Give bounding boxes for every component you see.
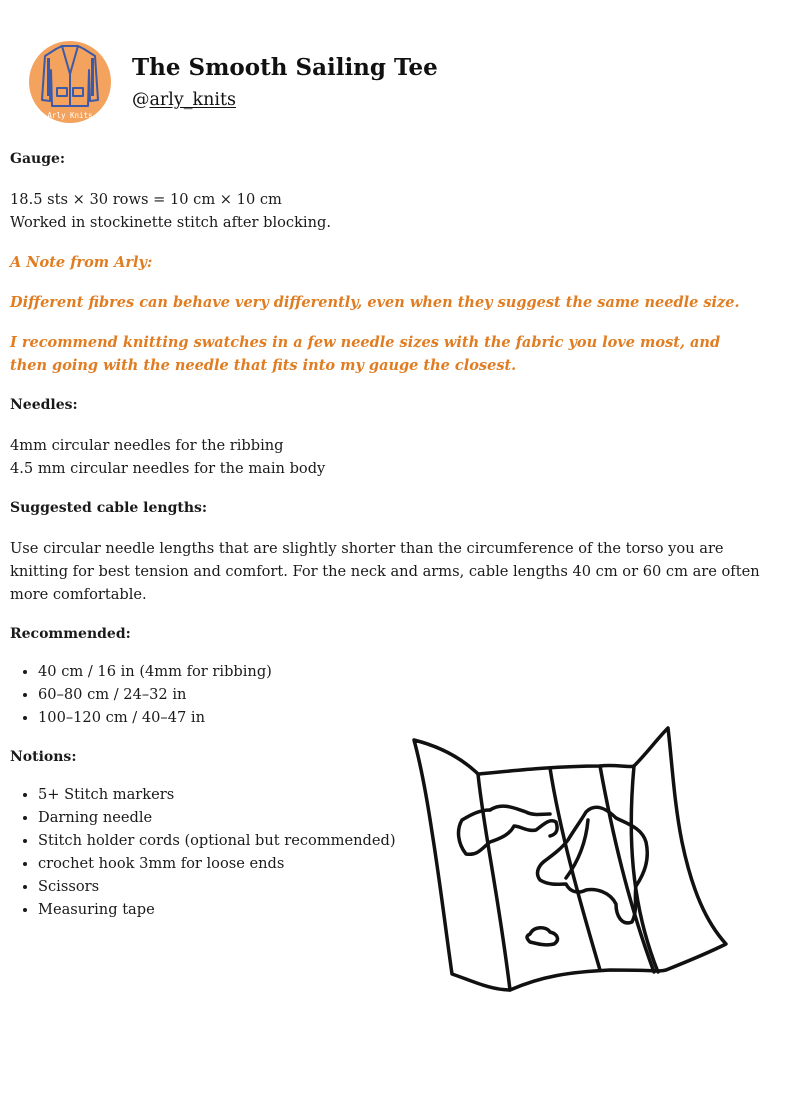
handle-at: @ bbox=[132, 90, 150, 110]
folded-map-icon bbox=[410, 722, 732, 994]
author-handle bbox=[132, 90, 236, 110]
notions-heading: Notions: bbox=[10, 749, 77, 765]
list-item: • Measuring tape bbox=[38, 898, 780, 921]
author-handle-link[interactable]: arly_knits bbox=[149, 90, 237, 110]
list-item: • 5+ Stitch markers bbox=[38, 783, 780, 806]
cable-heading: Suggested cable lengths: bbox=[10, 500, 208, 516]
note-heading: A Note from Arly: bbox=[10, 254, 153, 271]
needles-line-2: 4.5 mm circular needles for the main body bbox=[10, 460, 326, 477]
list-item: • Darning needle bbox=[38, 806, 780, 829]
pattern-header bbox=[28, 40, 768, 130]
recommended-heading: Recommended: bbox=[10, 626, 131, 642]
list-item: • 60–80 cm / 24–32 in bbox=[38, 683, 780, 706]
recommended-list bbox=[10, 660, 780, 729]
list-item: • Stitch holder cords (optional but recommended) bbox=[38, 829, 780, 852]
list-item: • 100–120 cm / 40–47 in bbox=[38, 706, 780, 729]
needles-heading: Needles: bbox=[10, 397, 78, 413]
needles-line-1: 4mm circular needles for the ribbing bbox=[10, 437, 284, 454]
list-item: • Scissors bbox=[38, 875, 780, 898]
gauge-heading: Gauge: bbox=[10, 151, 66, 167]
page-title: The Smooth Sailing Tee bbox=[132, 54, 438, 81]
note-paragraph-1: Different fibres can behave very differently, even when they suggest the same needle size. bbox=[10, 294, 740, 311]
logo-text: Arly Knits bbox=[47, 111, 93, 120]
gauge-line-1: 18.5 sts × 30 rows = 10 cm × 10 cm bbox=[10, 191, 282, 208]
list-item: • crochet hook 3mm for loose ends bbox=[38, 852, 780, 875]
cable-text: Use circular needle lengths that are slightly shorter than the circumference of the torso you are knitting for best tension and comfort. For the neck and arms, cable lengths 40 cm or 60 cm are often more comfortable. bbox=[10, 540, 760, 603]
gauge-line-2: Worked in stockinette stitch after blocking. bbox=[10, 214, 331, 231]
list-item: • 40 cm / 16 in (4mm for ribbing) bbox=[38, 660, 780, 683]
arly-knits-logo bbox=[28, 40, 112, 124]
note-paragraph-2: I recommend knitting swatches in a few needle sizes with the fabric you love most, and then going with the needle that fits into my gauge the closest. bbox=[10, 334, 721, 374]
